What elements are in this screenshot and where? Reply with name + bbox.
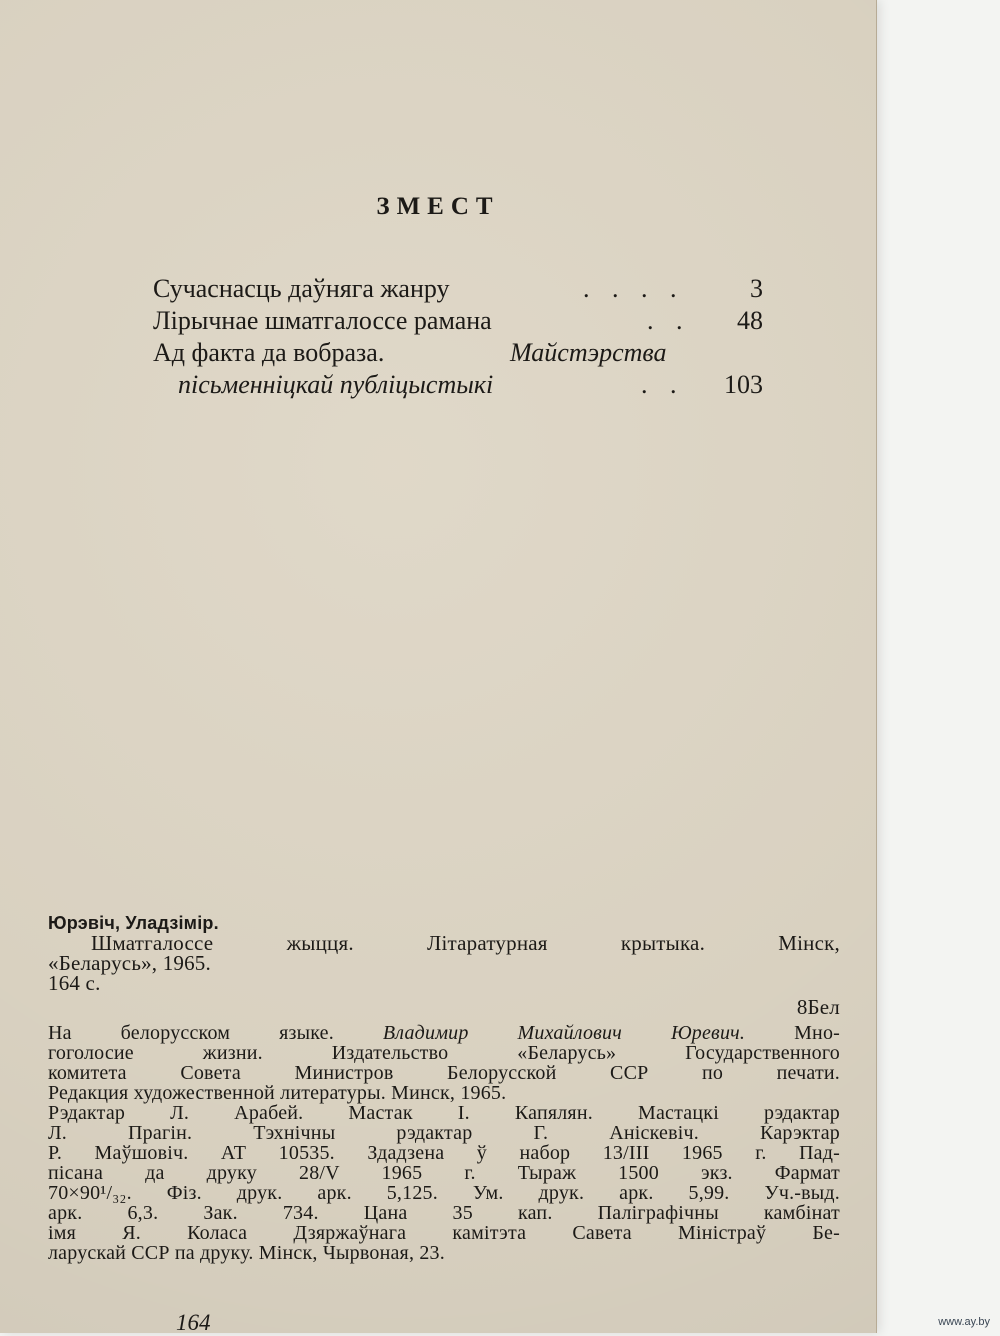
toc-entry (153, 337, 763, 368)
toc-entry-page: 103 (724, 369, 763, 400)
imprint-russian-line: Редакция художественной литературы. Минск, 1965. (48, 1083, 840, 1103)
watermark: www.ay.by (938, 1316, 990, 1328)
imprint-belarusian-line: Л. Прагін. Тэхнічны рэдактар Г. Аніскевіч. Карэктар (48, 1123, 840, 1143)
toc-entry-page: 3 (750, 273, 763, 304)
toc-entry-subtitle: пісьменніцкай публіцыстыкі (178, 369, 493, 400)
imprint-title-line: Шматгалоссе жыцця. Літаратурная крытыка. Мінск, (48, 933, 840, 953)
imprint-code: 8Бел (48, 997, 840, 1017)
toc-entry-subtitle: Майстэрства (510, 337, 667, 368)
imprint-russian-line: На белорусском языке. Владимир Михайлович Юревич. Мно- (48, 1023, 840, 1043)
imprint-belarusian-line: пісана да друку 28/V 1965 г. Тыраж 1500 экз. Фармат (48, 1163, 840, 1183)
imprint-belarusian-line: Рэдактар Л. Арабей. Мастак І. Капялян. Мастацкі рэдактар (48, 1103, 840, 1123)
toc-entry-leader: . . . . (583, 273, 685, 304)
contents-title: ЗМЕСТ (0, 193, 876, 221)
imprint-belarusian-line: Р. Маўшовіч. АТ 10535. Здадзена ў набор 13/III 1965 г. Пад- (48, 1143, 840, 1163)
imprint-belarusian-line: ларускай ССР па друку. Мінск, Чырвоная, 23. (48, 1243, 840, 1263)
toc-entry-leader: . . (641, 369, 685, 400)
imprint-belarusian-line: імя Я. Коласа Дзяржаўнага камітэта Савета Міністраў Бе- (48, 1223, 840, 1243)
table-of-contents (153, 273, 763, 400)
toc-entry-title: Сучаснасць даўняга жанру (153, 273, 450, 304)
imprint-publisher-line: «Беларусь», 1965. (48, 953, 840, 973)
imprint-block (48, 913, 840, 1263)
imprint-pages-line: 164 с. (48, 973, 840, 993)
toc-entry-leader: . . (647, 305, 691, 336)
toc-entry-title: Ад факта да вобраза. (153, 337, 384, 368)
toc-entry-page: 48 (737, 305, 763, 336)
toc-entry-title: Лірычнае шматгалоссе рамана (153, 305, 492, 336)
imprint-russian-line: комитета Совета Министров Белорусской ССР по печати. (48, 1063, 840, 1083)
imprint-russian-line: гоголосие жизни. Издательство «Беларусь» Государственного (48, 1043, 840, 1063)
imprint-author: Юрэвіч, Уладзімір. (48, 913, 840, 933)
imprint-belarusian-line: арк. 6,3. Зак. 734. Цана 35 кап. Паліграфічны камбінат (48, 1203, 840, 1223)
imprint-belarusian-line: 70×90¹/₃₂. Фіз. друк. арк. 5,125. Ум. друк. арк. 5,99. Уч.-выд. (48, 1183, 840, 1203)
toc-entry (153, 273, 763, 304)
toc-entry (153, 305, 763, 336)
page-number: 164 (176, 1310, 211, 1336)
toc-entry (153, 369, 763, 400)
